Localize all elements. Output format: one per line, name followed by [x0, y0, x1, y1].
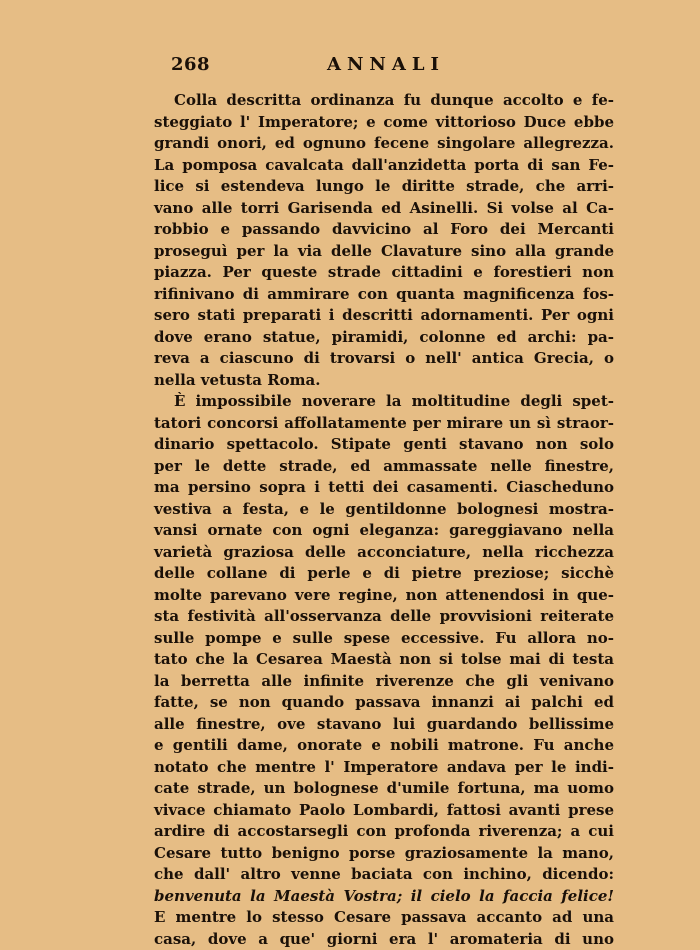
text-line: E mentre lo stesso Cesare passava accanto ad una [154, 907, 614, 929]
text-line: tato che la Cesarea Maestà non si tolse mai di testa [154, 649, 614, 671]
text-line: e gentili dame, onorate e nobili matrone. Fu anche [154, 735, 614, 757]
text-line: proseguì per la via delle Clavature sino alla grande [154, 241, 614, 263]
text-line: tatori concorsi affollatamente per mirare un sì straor- [154, 413, 614, 435]
text-line: robbio e passando davvicino al Foro dei Mercanti [154, 219, 614, 241]
text-line: Colla descritta ordinanza fu dunque accolto e fe- [154, 90, 614, 112]
text-line: Cesare tutto benigno porse graziosamente la mano, [154, 843, 614, 865]
text-line: per le dette strade, ed ammassate nelle finestre, [154, 456, 614, 478]
text-line: piazza. Per queste strade cittadini e forestieri non [154, 262, 614, 284]
text-line: dove erano statue, piramidi, colonne ed archi: pa- [154, 327, 614, 349]
italic-quote: benvenuta la Maestà Vostra; il cielo la faccia felice! [154, 887, 614, 905]
text-line: lice si estendeva lungo le diritte strade, che arri- [154, 176, 614, 198]
text-line: dinario spettacolo. Stipate genti stavano non solo [154, 434, 614, 456]
text-line: rifinivano di ammirare con quanta magnificenza fos- [154, 284, 614, 306]
text-line: vano alle torri Garisenda ed Asinelli. Si volse al Ca- [154, 198, 614, 220]
text-line: vivace chiamato Paolo Lombardi, fattosi avanti prese [154, 800, 614, 822]
text-line: È impossibile noverare la moltitudine degli spet- [154, 391, 614, 413]
text-line: molte parevano vere regine, non attenendosi in que- [154, 585, 614, 607]
text-line: delle collane di perle e di pietre preziose; sicchè [154, 563, 614, 585]
text-line-italic [154, 886, 614, 908]
body-text [154, 90, 614, 950]
text-line: reva a ciascuno di trovarsi o nell' antica Grecia, o [154, 348, 614, 370]
text-line: sero stati preparati i descritti adornamenti. Per ogni [154, 305, 614, 327]
text-line: casa, dove a que' giorni era l' aromateria di uno [154, 929, 614, 950]
text-line: alle finestre, ove stavano lui guardando bellissime [154, 714, 614, 736]
text-line: fatte, se non quando passava innanzi ai palchi ed [154, 692, 614, 714]
text-line: vestiva a festa, e le gentildonne bolognesi mostra- [154, 499, 614, 521]
text-line: varietà graziosa delle acconciature, nella ricchezza [154, 542, 614, 564]
text-line: steggiato l' Imperatore; e come vittorioso Duce ebbe [154, 112, 614, 134]
text-line: grandi onori, ed ognuno fecene singolare allegrezza. [154, 133, 614, 155]
text-line: vansi ornate con ogni eleganza: gareggiavano nella [154, 520, 614, 542]
text-line: nella vetusta Roma. [154, 370, 614, 392]
text-line: ma persino sopra i tetti dei casamenti. Ciascheduno [154, 477, 614, 499]
text-line: che dall' altro venne baciata con inchino, dicendo: [154, 864, 614, 886]
text-line: La pomposa cavalcata dall'anzidetta porta di san Fe- [154, 155, 614, 177]
text-line: sulle pompe e sulle spese eccessive. Fu allora no- [154, 628, 614, 650]
page-number: 268 [171, 54, 210, 75]
text-line: ardire di accostarsegli con profonda riverenza; a cui [154, 821, 614, 843]
running-title: ANNALI [327, 54, 445, 75]
text-line: la berretta alle infinite riverenze che gli venivano [154, 671, 614, 693]
text-line: sta festività all'osservanza delle provvisioni reiterate [154, 606, 614, 628]
text-line: cate strade, un bolognese d'umile fortuna, ma uomo [154, 778, 614, 800]
text-line: notato che mentre l' Imperatore andava per le indi- [154, 757, 614, 779]
